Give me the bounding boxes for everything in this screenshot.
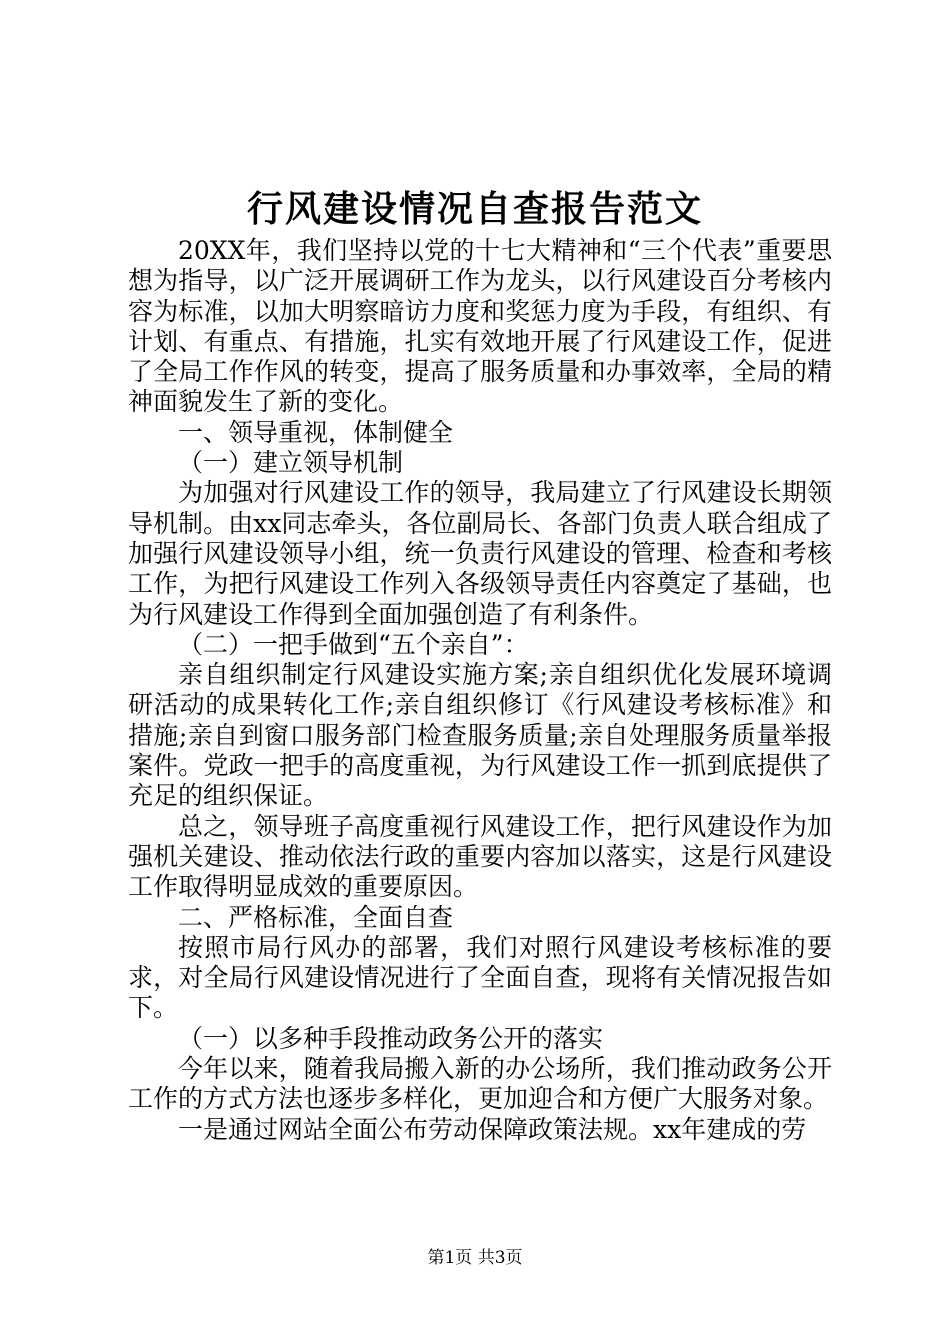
heading-section-2: 二、严格标准，全面自查 <box>178 902 454 932</box>
paragraph: 总之，领导班子高度重视行风建设工作，把行风建设作为加强机关建设、推动依法行政的重要内容加以落实，这是行风建设工作取得明显成效的重要原因。 <box>128 811 832 902</box>
document-title: 行风建设情况自查报告范文 <box>246 188 703 230</box>
page-number: 第1页 共3页 <box>427 1248 523 1268</box>
paragraph: 按照市局行风办的部署，我们对照行风建设考核标准的要求，对全局行风建设情况进行了全面自查，现将有关情况报告如下。 <box>128 932 832 1023</box>
subheading-2-1: （一）以多种手段推动政务公开的落实 <box>178 1023 604 1053</box>
heading-section-1: 一、领导重视，体制健全 <box>178 417 454 447</box>
paragraph: 亲自组织制定行风建设实施方案;亲自组织优化发展环境调研活动的成果转化工作;亲自组织修订《行风建设考核标准》和措施;亲自到窗口服务部门检查服务质量;亲自处理服务质量举报案件。党政一把手的高度重视，为行风建设工作一抓到底提供了充足的组织保证。 <box>128 660 832 811</box>
paragraph: 为加强对行风建设工作的领导，我局建立了行风建设长期领导机制。由xx同志牵头，各位副局长、各部门负责人联合组成了加强行风建设领导小组，统一负责行风建设的管理、检查和考核工作，为把行风建设工作列入各级领导责任内容奠定了基础，也为行风建设工作得到全面加强创造了有利条件。 <box>128 478 832 629</box>
paragraph: 一是通过网站全面公布劳动保障政策法规。xx年建成的劳 <box>178 1114 807 1144</box>
subheading-1-1: （一）建立领导机制 <box>178 448 404 478</box>
paragraph: 今年以来，随着我局搬入新的办公场所，我们推动政务公开工作的方式方法也逐步多样化，更加迎合和方便广大服务对象。 <box>128 1054 832 1114</box>
subheading-1-2: （二）一把手做到“五个亲自”： <box>178 629 529 659</box>
paragraph-intro: 20XX年，我们坚持以党的十七大精神和“三个代表”重要思想为指导，以广泛开展调研工作为龙头，以行风建设百分考核内容为标准，以加大明察暗访力度和奖惩力度为手段，有组织、有计划、有重点、有措施，扎实有效地开展了行风建设工作，促进了全局工作作风的转变，提高了服务质量和办事效率，全局的精神面貌发生了新的变化。 <box>128 236 832 417</box>
document-body <box>128 236 832 1145</box>
